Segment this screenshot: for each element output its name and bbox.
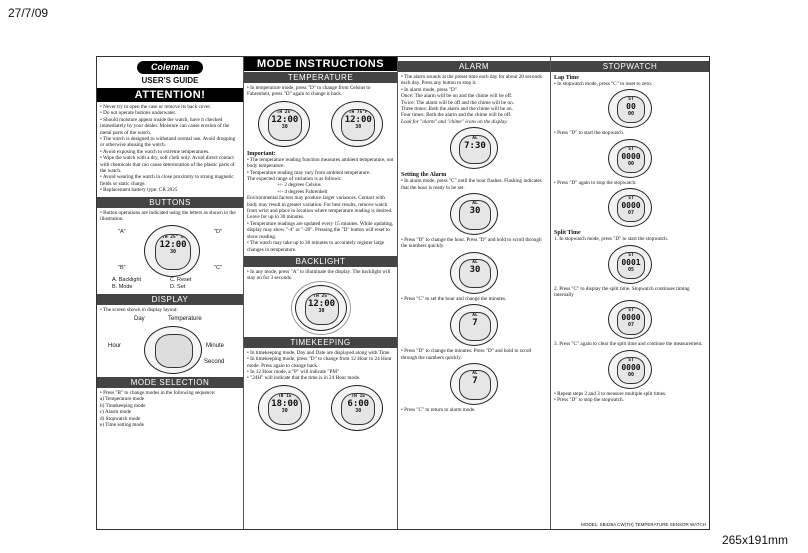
alarm-step-2: • Press "C" to set the hour and change the minutes. [401, 295, 507, 302]
watch-top-readout: ST [628, 357, 634, 363]
attention-list [100, 104, 240, 194]
watch-face [459, 135, 490, 164]
backlight-illustration [247, 285, 394, 331]
attention-item: • The watch is designed to withstand normal use. Avoid dropping or otherwise abusing the watch. [100, 136, 236, 149]
watch-face [617, 307, 646, 334]
stopwatch-banner: STOPWATCH [551, 61, 709, 72]
temperature-watch-celsius [258, 101, 310, 147]
mode-instructions-banner: MODE INSTRUCTIONS [244, 57, 397, 71]
alarm-watch-1-wrap [401, 193, 547, 235]
watch-time-readout: 00 [626, 102, 636, 112]
watch-face [305, 293, 339, 325]
important-heading: Important: [247, 150, 276, 157]
print-date: 27/7/09 [8, 6, 49, 20]
lap-item: • In stopwatch mode, press "C" to reset to zero. [554, 81, 653, 87]
temperature-note: +/- 2 degrees Celsius [277, 182, 321, 189]
watch-face [459, 312, 490, 341]
alarm-line: Twice: The alarm will be off and the chime will be on. [401, 99, 514, 106]
mode-selection-banner: MODE SELECTION [97, 377, 243, 388]
mode-selection-list [100, 390, 240, 428]
watch-top-readout: AL [472, 260, 478, 266]
mode-selection-line: d) Stopwatch mode [100, 415, 141, 422]
mode-selection-line: e) Time setting mode [100, 421, 144, 428]
watch-top-readout: TH 25° E [162, 234, 184, 240]
temperature-note: • Temperature readings are updated every 15 minutes. While updating, display may show "-4" or "-20". Pressing the "D" button will reset to show reading. [247, 220, 394, 240]
alarm-watch [450, 127, 498, 169]
watch-top-readout: TH 15 [351, 393, 366, 399]
watch-face [341, 393, 375, 425]
watch-time-readout: 30 [469, 206, 481, 217]
watch-time-readout: 0001 [621, 257, 641, 267]
split-item: 2. Press "C" to display the split time. Stopwatch continues timing internally [554, 285, 690, 299]
timekeeping-line: • "24H" will indicate that the time is in 24 Hour mode. [247, 375, 361, 382]
lap-watch-2-wrap [554, 139, 706, 178]
timekeeping-line: • In timekeeping mode, press "D" to change from 12 Hour to 24 Hour mode. Press again to change back. [247, 356, 392, 369]
watch-time-readout: 12:00 [271, 114, 299, 125]
button-legend [100, 277, 240, 291]
buttons-illustration [100, 225, 240, 277]
split-watch-2-wrap [554, 300, 706, 339]
watch-time-readout: 12:00 [159, 239, 187, 250]
watch-face [459, 370, 490, 399]
watch-face [459, 200, 490, 229]
alarm-line: Once: The alarm will be on and the chime will be off. [401, 93, 513, 100]
attention-item: • Wipe the watch with a dry, soft cloth only. Avoid direct contact with chemicals that can cause deterioration of the plastic parts of the watch. [100, 155, 235, 175]
display-layout [100, 313, 240, 375]
watch-top-readout: AL [472, 312, 478, 318]
watch-face [617, 195, 646, 222]
split-watch-3-wrap [554, 350, 706, 389]
button-label-a: "A" [118, 228, 126, 235]
alarm-line: Three times: Both the alarm and the chime will be on. [401, 106, 513, 113]
mode-selection-line: c) Alarm mode [100, 409, 132, 416]
display-minute-label: Minute [206, 342, 225, 349]
watch-top-readout: AL [472, 201, 478, 207]
watch-seconds-readout: 00 [627, 111, 634, 118]
watch-top-readout: AL [472, 135, 478, 141]
alarm-watch [450, 193, 498, 235]
attention-item: • Never try to open the case or remove its back cover. [100, 104, 211, 110]
temperature-note: Environmental factors may produce larger variances. Contact with body may result in greater variation. For best results, remove watch from wrist and place in location where temperature reading is desired. Leave for up to 30 minutes. [247, 195, 393, 221]
watch-time-readout: 0000 [621, 313, 641, 323]
alarm-line: Look for "alarm" and "chime" icons on the display. [401, 118, 508, 125]
temperature-text: • In temperature mode, press "D" to change from Celsius to Fahrenheit, press "D" again to change it back. [247, 85, 371, 98]
watch-time-readout: 18:00 [271, 398, 299, 409]
watch-seconds-readout: 30 [281, 123, 288, 130]
watch-time-readout: 0000 [621, 362, 641, 372]
watch-top-readout: TH 15 [277, 393, 292, 399]
model-number: MODEL: SB429A CW(TH) TEMPERATURE SENSOR WATCH [581, 522, 706, 527]
temperature-note: • Temperature reading may vary from ambient temperature. [247, 169, 371, 176]
attention-item: • Avoid exposing the watch to extreme temperatures. [100, 148, 210, 155]
alarm-watch [450, 252, 498, 294]
column-1 [97, 57, 244, 529]
alarm-watch-4-wrap [401, 363, 547, 405]
instruction-sheet [96, 56, 710, 530]
watch-time-readout: 6:00 [347, 398, 370, 409]
timekeeping-line: • In 12 Hour mode, a "P" will indicate "PM" [247, 368, 340, 375]
temperature-note: • The watch may take up to 30 minutes to accurately register large changes in temperature. [247, 240, 385, 253]
mode-selection-line: • Press "B" to change modes in the following sequence: [100, 389, 216, 396]
alarm-watch [450, 304, 498, 346]
watch-face [155, 334, 193, 367]
timekeeping-list [247, 350, 394, 382]
stopwatch-watch [608, 245, 652, 284]
watch-top-readout: ST [628, 97, 634, 103]
setting-alarm-text: • In alarm mode, press "C" until the hour flashes. Flashing indicates that the hour is ready to be set. [401, 178, 542, 191]
watch-top-readout: TH 75°F [348, 109, 368, 115]
watch-face [617, 252, 646, 279]
display-day-label: Day [134, 315, 145, 322]
stopwatch-watch [608, 188, 652, 227]
stopwatch-repeat [554, 391, 706, 404]
backlight-watch [295, 285, 347, 331]
watch-seconds-readout: 07 [627, 210, 634, 217]
alarm-watch-0-wrap [401, 127, 547, 169]
watch-illustration [144, 225, 200, 277]
watch-top-readout: ST [628, 146, 634, 152]
buttons-text: • Button operations are indicated using the letters as shown in the illustration. [100, 209, 236, 223]
alarm-line: • In alarm mode, press "D" [401, 86, 457, 93]
column-2 [244, 57, 398, 529]
temperature-watches [247, 101, 394, 147]
setting-alarm-heading: Setting the Alarm [401, 172, 447, 179]
backlight-text: • In any mode, press "A" to illuminate the display. The backlight will stay on for 3 seconds. [247, 268, 391, 282]
temperature-notes [247, 157, 394, 253]
split-watch-1-wrap [554, 245, 706, 284]
temperature-banner: TEMPERATURE [244, 72, 397, 83]
watch-face [617, 357, 646, 384]
watch-face [155, 234, 192, 270]
display-hour-label: Hour [108, 342, 122, 349]
timekeeping-watch-12h [331, 385, 383, 431]
watch-top-readout: ST [628, 196, 634, 202]
stopwatch-watch [608, 350, 652, 389]
alarm-step-3: • Press "D" to change the minutes. Press "D" and hold to scroll through the numbers quickly. [401, 348, 532, 361]
watch-top-readout: ST [628, 252, 634, 258]
stopwatch-watch [608, 89, 652, 128]
watch-time-readout: 12:00 [307, 298, 336, 309]
lap-time-heading: Lap Time [554, 75, 579, 81]
watch-time-readout: 0000 [621, 201, 641, 211]
watch-top-readout: ST [628, 308, 634, 314]
users-guide-title: USER'S GUIDE [141, 76, 199, 85]
watch-seconds-readout: 05 [627, 266, 634, 273]
alarm-banner: ALARM [398, 61, 550, 72]
lap-item: • Press "D" again to stop the stopwatch. [554, 179, 637, 186]
alarm-watch-2-wrap [401, 252, 547, 294]
legend-c: C. Reset [170, 276, 192, 283]
alarm-intro [401, 74, 547, 125]
watch-time-readout: 7 [472, 376, 478, 387]
watch-seconds-readout: 30 [355, 407, 362, 414]
watch-face [268, 109, 302, 141]
column-4 [551, 57, 709, 529]
alarm-watch-3-wrap [401, 304, 547, 346]
watch-time-readout: 12:00 [344, 114, 372, 125]
alarm-line: Four times: Both the alarm and the chime will be off. [401, 112, 512, 119]
watch-seconds-readout: 00 [627, 160, 634, 167]
watch-time-readout: 7 [472, 317, 478, 328]
timekeeping-watch-24h [258, 385, 310, 431]
buttons-banner: BUTTONS [97, 197, 243, 208]
display-text: • The screen shown in display layout: [100, 306, 178, 313]
watch-top-readout: TH 25° [276, 109, 293, 115]
display-watch-illustration [144, 326, 202, 374]
watch-seconds-readout: 30 [318, 307, 325, 314]
watch-time-readout: 0000 [621, 151, 641, 161]
temperature-note: • The temperature reading function measures ambient temperature, not body temperature. [247, 156, 394, 170]
timekeeping-line: • In timekeeping mode, Day and Date are displayed along with Time. [247, 349, 391, 356]
display-temp-label: Temperature [168, 315, 202, 322]
stopwatch-repeat-line: • Press "D" to stop the stopwatch. [554, 397, 624, 404]
watch-face [617, 96, 646, 123]
display-banner: DISPLAY [97, 294, 243, 305]
temperature-note: +/- 4 degrees Fahrenheit [277, 188, 328, 195]
button-label-d: "D" [214, 228, 222, 235]
watch-face [268, 393, 302, 425]
lap-item: • Press "D" to start the stopwatch. [554, 130, 625, 137]
lap-watch-3-wrap [554, 188, 706, 227]
split-item: 3. Press "C" again to clear the split time and continue the measurement. [554, 341, 703, 348]
watch-top-readout: TH 25° [313, 293, 330, 299]
button-label-c: "C" [214, 264, 222, 271]
attention-banner: ATTENTION! [97, 88, 243, 102]
mode-selection-line: b) Timekeeping mode [100, 402, 146, 409]
legend-a: A. Backlight [112, 276, 142, 283]
alarm-step-4: • Press "C" to return to alarm mode. [401, 407, 476, 414]
watch-seconds-readout: 30 [169, 248, 176, 255]
stopwatch-watch [608, 139, 652, 178]
stopwatch-watch [608, 300, 652, 339]
split-item: 1. In stopwatch mode, press "D" to start the stopwatch. [554, 236, 669, 243]
watch-seconds-readout: 07 [627, 322, 634, 329]
lap-watch-1-wrap [554, 89, 706, 128]
button-label-b: "B" [118, 264, 126, 271]
attention-item: • Avoid wearing the watch in close proximity to strong magnetic fields or static charge. [100, 174, 234, 187]
timekeeping-watches [247, 385, 394, 431]
backlight-banner: BACKLIGHT [244, 256, 397, 267]
alarm-step-1: • Press "D" to change the hour. Press "D" and hold to scroll through the numbers quickly. [401, 237, 542, 250]
alarm-line: • The alarm sounds at the preset time each day for about 20 seconds each day. Press any button to stop it. [401, 74, 542, 87]
watch-time-readout: 30 [469, 265, 481, 276]
stopwatch-repeat-line: • Repeat steps 2 and 3 to measure multiple split times. [554, 390, 667, 397]
watch-top-readout: AL [472, 371, 478, 377]
attention-item: • Should moisture appear inside the watch, have it checked immediately by your dealer. Moisture can cause erosion of the metal parts of the watch. [100, 116, 230, 136]
watch-face [341, 109, 375, 141]
attention-item: • Replacement battery type: CR 2025 [100, 187, 178, 194]
temperature-note: The expected range of variation is as follows: [247, 176, 342, 183]
brand-logo: Coleman [137, 61, 203, 74]
watch-seconds-readout: 30 [281, 407, 288, 414]
split-time-heading: Split Time [554, 230, 581, 237]
temperature-watch-fahrenheit [331, 101, 383, 147]
alarm-watch [450, 363, 498, 405]
legend-b: B. Mode [112, 283, 133, 290]
watch-face [617, 146, 646, 173]
watch-face [459, 259, 490, 288]
watch-seconds-readout: 30 [355, 123, 362, 130]
timekeeping-banner: TIMEKEEPING [244, 337, 397, 348]
column-3 [398, 57, 551, 529]
display-second-label: Second [204, 358, 225, 365]
attention-item: • Do not operate buttons underwater. [100, 110, 177, 117]
mode-selection-line: a) Temperature mode [100, 396, 145, 403]
watch-seconds-readout: 00 [627, 371, 634, 378]
watch-time-readout: 7:30 [464, 140, 486, 151]
sheet-dimensions: 265x191mm [721, 533, 788, 547]
legend-d: D. Set [170, 283, 186, 290]
